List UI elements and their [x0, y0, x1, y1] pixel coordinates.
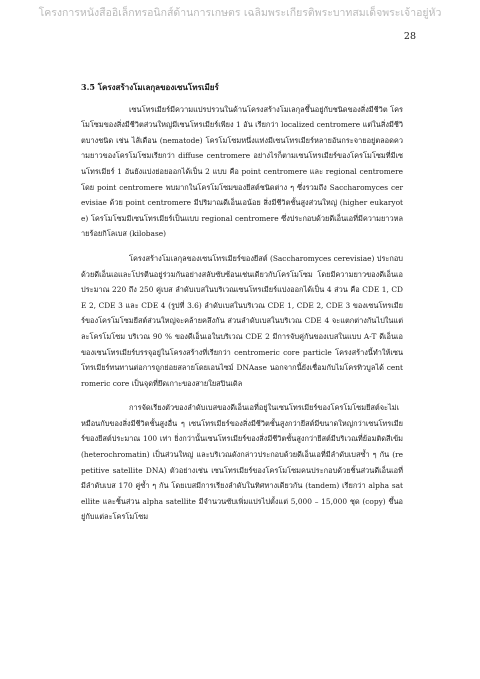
watermark-header: โครงการหนังสืออิเล็กทรอนิกส์ด้านการเกษตร เฉลิมพระเกียรติพระบาทสมเด็จพระเจ้าอยู่หัว: [38, 7, 442, 19]
paragraph-1: เซนโทรเมียร์มีความแปรปรวนในด้านโครงสร้างโมเลกุลขึ้นอยู่กับชนิดของสิ่งมีชีวิต โครโมโซมของสิ่งมีชีวิตส่วนใหญ่มีเซนโทรเมียร์เพียง 1 อัน เรียกว่า localized centromere แต่ในสิ่งมีชีวิตบางชนิด เช่น ไส้เดือน (nematode) โครโมโซมหนึ่งแท่งมีเซนโทรเมียร์หลายอันกระจายอยู่ตลอดความยาวของโครโมโซมเรียกว่า diffuse centromere อย่างไรก็ตามเซนโทรเมียร์ของโครโมโซมที่มีเซนโทรเมียร์ 1 อันยังแบ่งย่อยออกได้เป็น 2 แบบ คือ point centromere และ regional centromere โดย point centromere พบมากในโครโมโซมของยีสต์ชนิดต่าง ๆ ซึ่งรวมถึง Saccharomyces cerevisiae ด้วย point centromere มีปริมาณดีเอ็นเอน้อย สิ่งมีชีวิตชั้นสูงส่วนใหญ่ (higher eukaryote) โครโมโซมมีเซนโทรเมียร์เป็นแบบ regional centromere ซึ่งประกอบด้วยดีเอ็นเอที่มีความยาวหลายร้อยกิโลเบส (kilobase): [81, 104, 403, 239]
page-number: 28: [403, 31, 416, 42]
paragraph-3: การจัดเรียงตัวของลำดับเบสของดีเอ็นเอที่อยู่ในเซนโทรเมียร์ของโครโมโซมยีสต์จะไม่เหมือนกับของสิ่งมีชีวิตชั้นสูงอื่น ๆ เซนโทรเมียร์ของสิ่งมีชีวิตชั้นสูงกว่ายีสต์มีขนาดใหญ่กว่าเซนโทรเมียร์ของยีสต์ประมาณ 100 เท่า ยิ่งกว่านั้นเซนโทรเมียร์ของสิ่งมีชีวิตชั้นสูงกว่ายีสต์มีบริเวณที่ย้อมติดสีเข้ม (heterochromatin) เป็นส่วนใหญ่ และบริเวณดังกล่าวประกอบด้วยดีเอ็นเอที่มีลำดับเบสซ้ำ ๆ กัน (repetitive satellite DNA) ตัวอย่างเช่น เซนโทรเมียร์ของโครโมโซมคนประกอบด้วยชิ้นส่วนดีเอ็นเอที่มีลำดับเบส 170 คู่ซ้ำ ๆ กัน โดยเบสมีการเรียงลำดับในทิศทางเดียวกัน (tandem) เรียกว่า alpha satellite และชิ้นส่วน alpha satellite มีจำนวนซับเพิ่มแปรไปตั้งแต่ 5,000 – 15,000 ชุด (copy) ขึ้นอยู่กับแต่ละโครโมโซม: [81, 403, 403, 522]
document-body: [81, 80, 403, 534]
section-heading: 3.5 โครงสร้างโมเลกุลของเซนโทรเมียร์: [81, 82, 219, 92]
paragraph-2: โครงสร้างโมเลกุลของเซนโทรเมียร์ของยีสต์ (Saccharomyces cerevisiae) ประกอบด้วยดีเอ็นเอและโปรตีนอยู่ร่วมกันอย่างสลับซับซ้อนเช่นเดียวกับโครโมโซม โดยมีความยาวของดีเอ็นเอประมาณ 220 ถึง 250 คู่เบส ลำดับเบสในบริเวณเซนโทรเมียร์แบ่งออกได้เป็น 4 ส่วน คือ CDE 1, CDE 2, CDE 3 และ CDE 4 (รูปที่ 3.6) ลำดับเบสในบริเวณ CDE 1, CDE 2, CDE 3 ของเซนโทรเมียร์ของโครโมโซมยีสต์ส่วนใหญ่จะคล้ายคลึงกัน ส่วนลำดับเบสในบริเวณ CDE 4 จะแตกต่างกันไปในแต่ละโครโมโซม บริเวณ 90 % ของดีเอ็นเอในบริเวณ CDE 2 มีการจับคู่กันของเบสในแบบ A-T ดีเอ็นเอของเซนโทรเมียร์บรรจุอยู่ในโครงสร้างที่เรียกว่า centromeric core particle โครงสร้างนี้ทำให้เซนโทรเมียร์ทนทานต่อการถูกย่อยสลายโดยเอนไซม์ DNAase นอกจากนี้ยังเชื่อมกับไมโครทิวบูลได้ centromeric core เป็นจุดที่ยึดเกาะของสายใยสปินเดิล: [81, 253, 403, 388]
